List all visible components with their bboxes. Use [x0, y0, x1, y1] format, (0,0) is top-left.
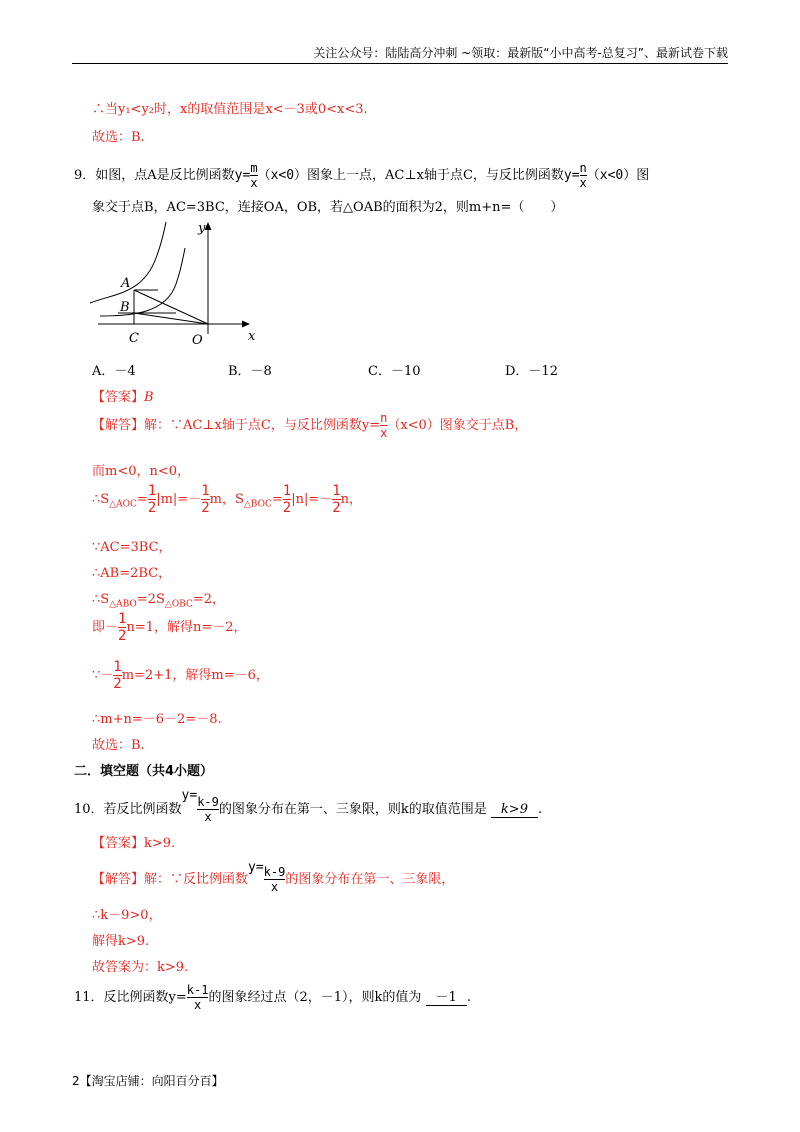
label-x: x — [248, 329, 256, 344]
q9-option-d: D．－12 — [505, 364, 558, 379]
q9-stem-line2: 象交于点B，AC=3BC，连接OA，OB，若△OAB的面积为2，则m+n=（ ） — [92, 200, 564, 215]
frac-den: x — [204, 810, 212, 824]
q10-end: . — [537, 802, 543, 817]
footer — [72, 1072, 224, 1089]
label-B: B — [120, 300, 130, 315]
q10-suffix: 的图象分布在第一、三象限，则k的取值范围是 — [218, 802, 487, 817]
x-axis-arrow — [242, 321, 250, 328]
frac-den: x — [270, 880, 279, 894]
q9-solution-line5: ∴AB=2BC， — [92, 566, 172, 581]
frac-den: 2 — [147, 500, 157, 516]
frac-num: 1 — [147, 483, 157, 499]
sol-text: ∵－ — [92, 668, 114, 683]
frac-den: 2 — [332, 500, 341, 516]
half-fraction — [148, 484, 156, 515]
sol-text: ∴S — [92, 492, 110, 507]
q9-solution-line8 — [92, 660, 269, 691]
q9-solution-line3 — [92, 484, 362, 515]
q9-solution-line10: 故选：B. — [92, 738, 145, 753]
sol-text: =2， — [192, 592, 225, 607]
sol-text: =2S — [136, 592, 165, 607]
q10-func-y: y= — [181, 788, 198, 803]
curve-n — [100, 248, 185, 316]
q10-prefix: 10．若反比例函数 — [74, 802, 182, 817]
frac-den: x — [380, 426, 388, 440]
answer-label: 【答案】 — [92, 836, 145, 851]
q11-end: . — [466, 990, 471, 1005]
q10-solution-line1 — [92, 860, 454, 893]
q9-solution-line2: 而m<0，n<0， — [92, 464, 191, 479]
q11-prefix: 11．反比例函数y= — [74, 990, 187, 1005]
frac-num: k-9 — [197, 795, 219, 809]
sol-text: 即－ — [92, 620, 119, 635]
frac-num: 1 — [201, 483, 210, 499]
q9-solution-line9: ∴m+n=－6－2=－8. — [92, 712, 222, 727]
frac-den: 2 — [282, 500, 292, 516]
q9-stem-line1 — [74, 162, 649, 189]
sol-sub: △OBC — [164, 599, 193, 610]
q9-solution-line4: ∵AC=3BC， — [92, 540, 172, 555]
q9-mid: 图象上一点，AC⊥x轴于点C，与反比例函数 — [307, 168, 564, 183]
q9-answer — [92, 386, 154, 405]
q9-prefix: 9．如图，点A是反比例函数 — [74, 168, 235, 183]
q10-fraction — [197, 796, 219, 823]
sol-text: 【解答】解：∵反比例函数 — [92, 872, 249, 887]
frac-num: k-1 — [186, 983, 209, 997]
q10-blank: k>9 — [491, 802, 538, 818]
q11-blank: －1 — [426, 986, 467, 1006]
answer-value: k>9. — [144, 836, 176, 851]
sol-func-y: y= — [248, 860, 264, 875]
sol-text: m，S — [209, 492, 244, 507]
prev-conclusion: ∴当y₁<y₂时，x的取值范围是x<－3或0<x<3. — [92, 102, 368, 117]
frac-den: x — [194, 998, 202, 1012]
frac-den: 2 — [113, 676, 122, 692]
label-y: y — [198, 221, 206, 236]
header-divider — [72, 63, 728, 64]
answer-value: B — [144, 390, 154, 405]
frac-num: 1 — [113, 659, 122, 675]
label-C: C — [129, 331, 139, 346]
q9-func1-y: y= — [234, 168, 251, 183]
sol-sub: △BOC — [243, 499, 272, 510]
q9-suffix: 图 — [636, 168, 650, 183]
frac-num: 1 — [118, 611, 127, 627]
q9-option-a: A．－4 — [92, 364, 136, 379]
q10-stem — [74, 788, 542, 823]
q9-solution-line1 — [92, 412, 527, 439]
sol-text: |n|=－ — [291, 492, 333, 507]
q9-func1-cond: （x<0） — [257, 168, 308, 183]
sol-text: 的图象分布在第一、三象限， — [285, 872, 455, 887]
q10-answer — [92, 832, 175, 851]
sol-sub: △ABO — [109, 599, 137, 610]
frac-num: k-9 — [263, 865, 286, 879]
sol-text: = — [271, 492, 283, 507]
q10-solution-line4: 故答案为：k>9. — [92, 960, 189, 975]
q9-func1-fraction — [250, 162, 257, 189]
footer-shop: 【淘宝店铺：向阳百分百】 — [79, 1074, 224, 1088]
q9-func2-den: x — [579, 176, 587, 190]
sol-text: |m|=－ — [156, 492, 202, 507]
q9-func2-y: y= — [563, 168, 580, 183]
frac-num: 1 — [282, 483, 292, 499]
label-A: A — [121, 276, 131, 291]
sol-text: n=1，解得n=－2， — [126, 620, 247, 635]
page-header: 关注公众号：陆陆高分冲刺 ~领取：最新版“小中高考-总复习”、最新试卷下载 — [313, 46, 728, 60]
half-fraction — [332, 484, 340, 515]
half-fraction — [113, 660, 121, 691]
sol-fraction — [264, 866, 286, 893]
q9-func2-num: n — [579, 161, 587, 175]
sol-text: ∴S — [92, 592, 110, 607]
frac-num: 1 — [332, 483, 341, 499]
sol-text: 【解答】解：∵AC⊥x轴于点C，与反比例函数y= — [92, 418, 381, 433]
q9-graph — [88, 218, 268, 348]
sol-text: m=2+1，解得m=－6， — [121, 668, 269, 683]
answer-label: 【答案】 — [92, 390, 145, 405]
q9-option-b: B．－8 — [228, 364, 272, 379]
q10-solution-line2: ∴k－9>0， — [92, 908, 162, 923]
q9-solution-line6 — [92, 588, 225, 610]
y-axis-arrow — [205, 222, 212, 230]
half-fraction — [201, 484, 209, 515]
frac-num: n — [380, 411, 388, 425]
sol-text: n， — [340, 492, 363, 507]
q9-func2-cond: （x<0） — [586, 168, 637, 183]
page-number: 2 — [72, 1074, 80, 1088]
q9-func1-den: x — [250, 176, 258, 190]
q9-solution-line7 — [92, 612, 247, 643]
frac-den: 2 — [201, 500, 210, 516]
frac-den: 2 — [118, 628, 127, 644]
half-fraction — [283, 484, 291, 515]
q10-solution-line3: 解得k>9. — [92, 934, 150, 949]
sol-sub: △AOC — [109, 499, 137, 510]
label-O: O — [192, 333, 203, 348]
section-title: 二．填空题（共4小题） — [74, 764, 214, 779]
q11-suffix: 的图象经过点（2，－1），则k的值为 — [208, 990, 422, 1005]
sol-text: （x<0）图象交于点B， — [387, 418, 528, 433]
q9-func2-fraction — [580, 162, 587, 189]
q11-stem — [74, 984, 471, 1011]
q9-func1-num: m — [250, 161, 258, 175]
q11-fraction — [187, 984, 209, 1011]
q9-option-c: C．－10 — [368, 364, 421, 379]
prev-choice: 故选：B. — [92, 130, 145, 145]
sol-text: = — [136, 492, 148, 507]
